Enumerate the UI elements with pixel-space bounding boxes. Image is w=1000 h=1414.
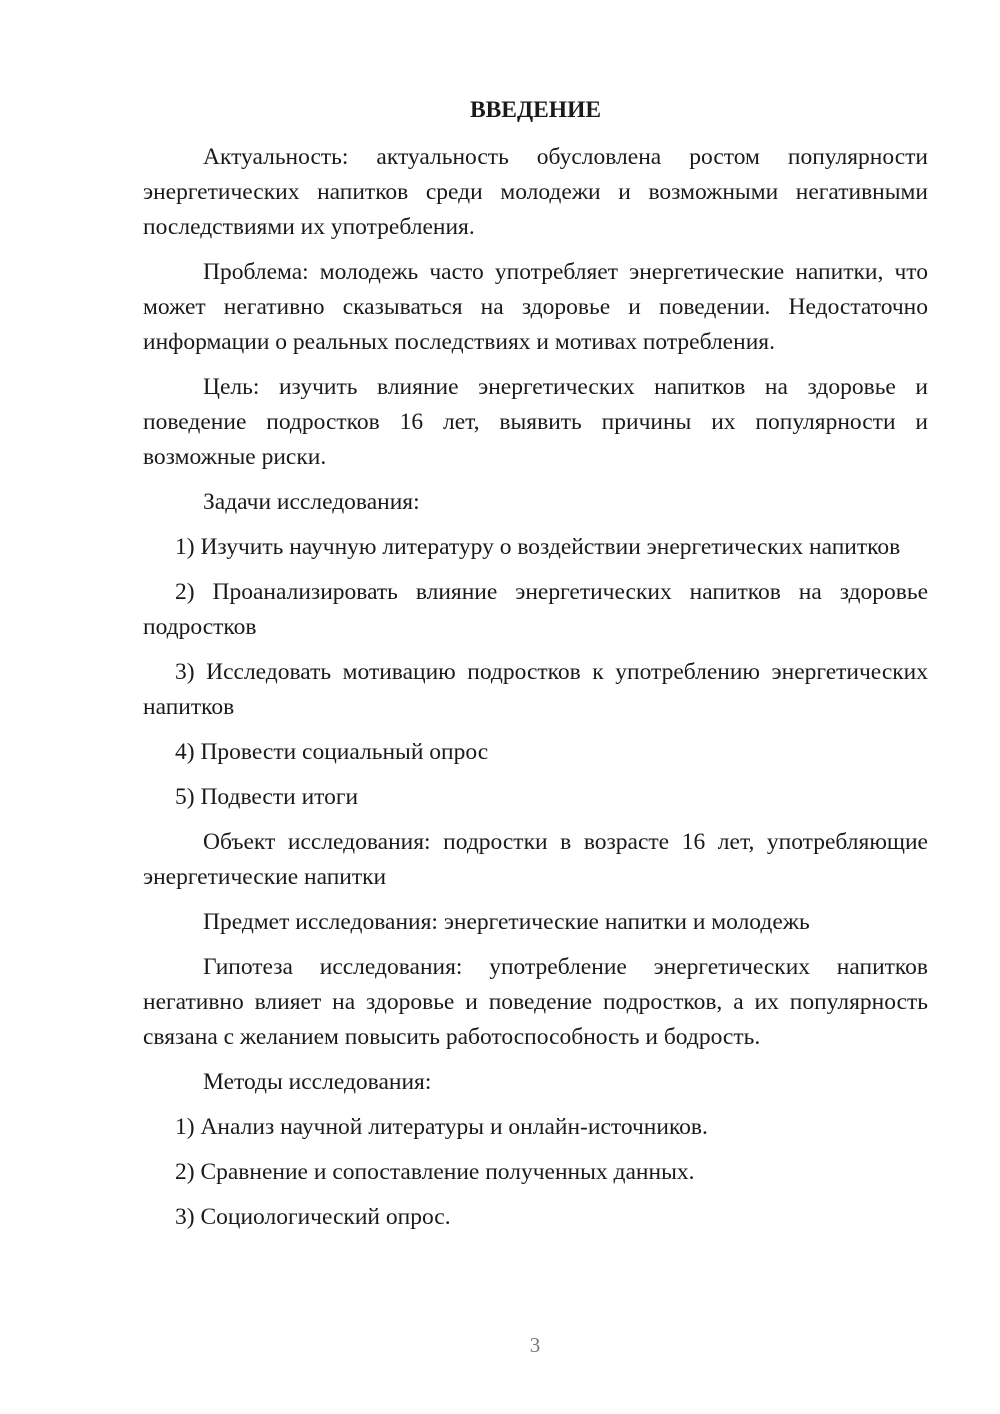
tasks-heading: Задачи исследования: <box>203 489 420 515</box>
paragraph-object: Объект исследования: подростки в возрасте 16 лет, употребляющие энергетические напитки <box>143 829 928 890</box>
task-item-4: 4) Провести социальный опрос <box>175 739 489 765</box>
page-number: 3 <box>529 1333 541 1357</box>
page-content <box>143 93 928 1245</box>
method-item-1: 1) Анализ научной литературы и онлайн-источников. <box>175 1114 708 1140</box>
task-item-5: 5) Подвести итоги <box>175 784 359 810</box>
method-item-3: 3) Социологический опрос. <box>175 1204 451 1230</box>
methods-heading: Методы исследования: <box>203 1069 432 1095</box>
paragraph-hypothesis: Гипотеза исследования: употребление энергетических напитков негативно влияет на здоровье и поведение подростков, а их популярность связана с желанием повысить работоспособность и бодрость. <box>143 954 928 1050</box>
paragraph-goal: Цель: изучить влияние энергетических напитков на здоровье и поведение подростков 16 лет, выявить причины их популярности и возможные риски. <box>143 374 928 470</box>
task-item-1: 1) Изучить научную литературу о воздействии энергетических напитков <box>175 534 901 560</box>
paragraph-subject: Предмет исследования: энергетические напитки и молодежь <box>203 909 810 935</box>
paragraph-relevance: Актуальность: актуальность обусловлена ростом популярности энергетических напитков среди молодежи и возможными негативными последствиями их употребления. <box>143 144 928 240</box>
task-item-2: 2) Проанализировать влияние энергетических напитков на здоровье подростков <box>143 579 928 640</box>
task-item-3: 3) Исследовать мотивацию подростков к употреблению энергетических напитков <box>143 659 928 720</box>
method-item-2: 2) Сравнение и сопоставление полученных данных. <box>175 1159 695 1185</box>
paragraph-problem: Проблема: молодежь часто употребляет энергетические напитки, что может негативно сказываться на здоровье и поведении. Недостаточно информации о реальных последствиях и мотивах потребления. <box>143 259 928 355</box>
page-title: ВВЕДЕНИЕ <box>469 97 602 123</box>
